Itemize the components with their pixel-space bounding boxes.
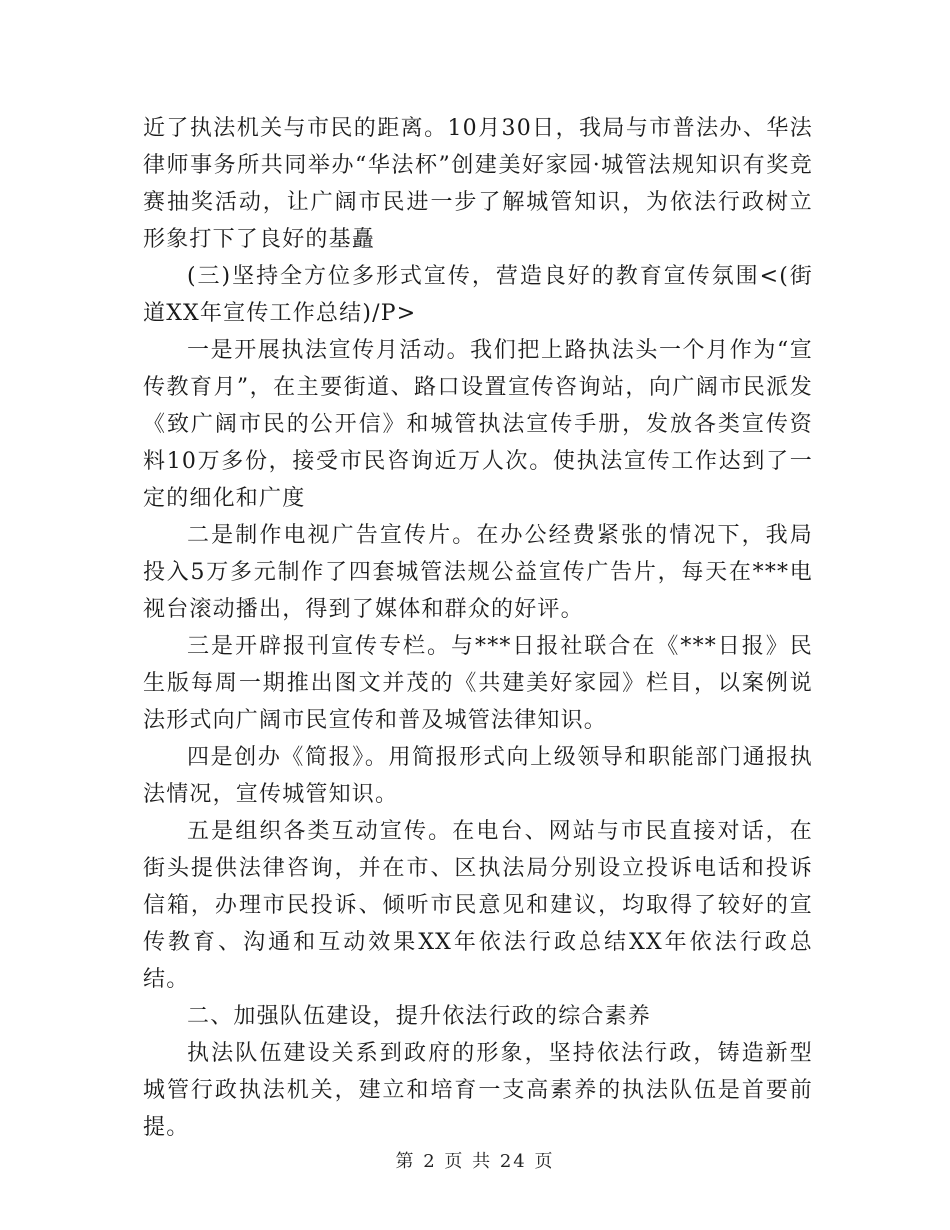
paragraph-7: 五是组织各类互动宣传。在电台、网站与市民直接对话，在街头提供法律咨询，并在市、区执法局分别设立投诉电话和投诉信箱，办理市民投诉、倾听市民意见和建议，均取得了较好的宣传教育、沟通和互动效果XX年依法行政总结XX年依法行政总结。 [143,819,813,992]
document-body [143,110,813,1146]
page-number-footer: 第 2 页 共 24 页 [395,1151,555,1172]
paragraph-1: 近了执法机关与市民的距离。10月30日，我局与市普法办、华法律师事务所共同举办“华法杯”创建美好家园·城管法规知识有奖竞赛抽奖活动，让广阔市民进一步了解城管知识，为依法行政树立形象打下了良好的基矗 [143,116,813,252]
paragraph-5: 三是开辟报刊宣传专栏。与***日报社联合在《***日报》民生版每周一期推出图文并茂的《共建美好家园》栏目，以案例说法形式向广阔市民宣传和普及城管法律知识。 [143,634,813,733]
paragraph-6: 四是创办《简报》。用简报形式向上级领导和职能部门通报执法情况，宣传城管知识。 [143,745,813,807]
paragraph-4: 二是制作电视广告宣传片。在办公经费紧张的情况下，我局投入5万多元制作了四套城管法规公益宣传广告片，每天在***电视台滚动播出，得到了媒体和群众的好评。 [143,523,813,622]
paragraph-3: 一是开展执法宣传月活动。我们把上路执法头一个月作为“宣传教育月”，在主要街道、路口设置宣传咨询站，向广阔市民派发《致广阔市民的公开信》和城管执法宣传手册，发放各类宣传资料10万多份，接受市民咨询近万人次。使执法宣传工作达到了一定的细化和广度 [143,338,813,511]
paragraph-2-heading: (三)坚持全方位多形式宣传，营造良好的教育宣传氛围<(街道XX年宣传工作总结)/P> [143,264,813,326]
section-heading: 二、加强队伍建设，提升依法行政的综合素养 [187,1004,652,1029]
paragraph-9: 执法队伍建设关系到政府的形象，坚持依法行政，铸造新型城管行政执法机关，建立和培育一支高素养的执法队伍是首要前提。 [143,1041,813,1140]
